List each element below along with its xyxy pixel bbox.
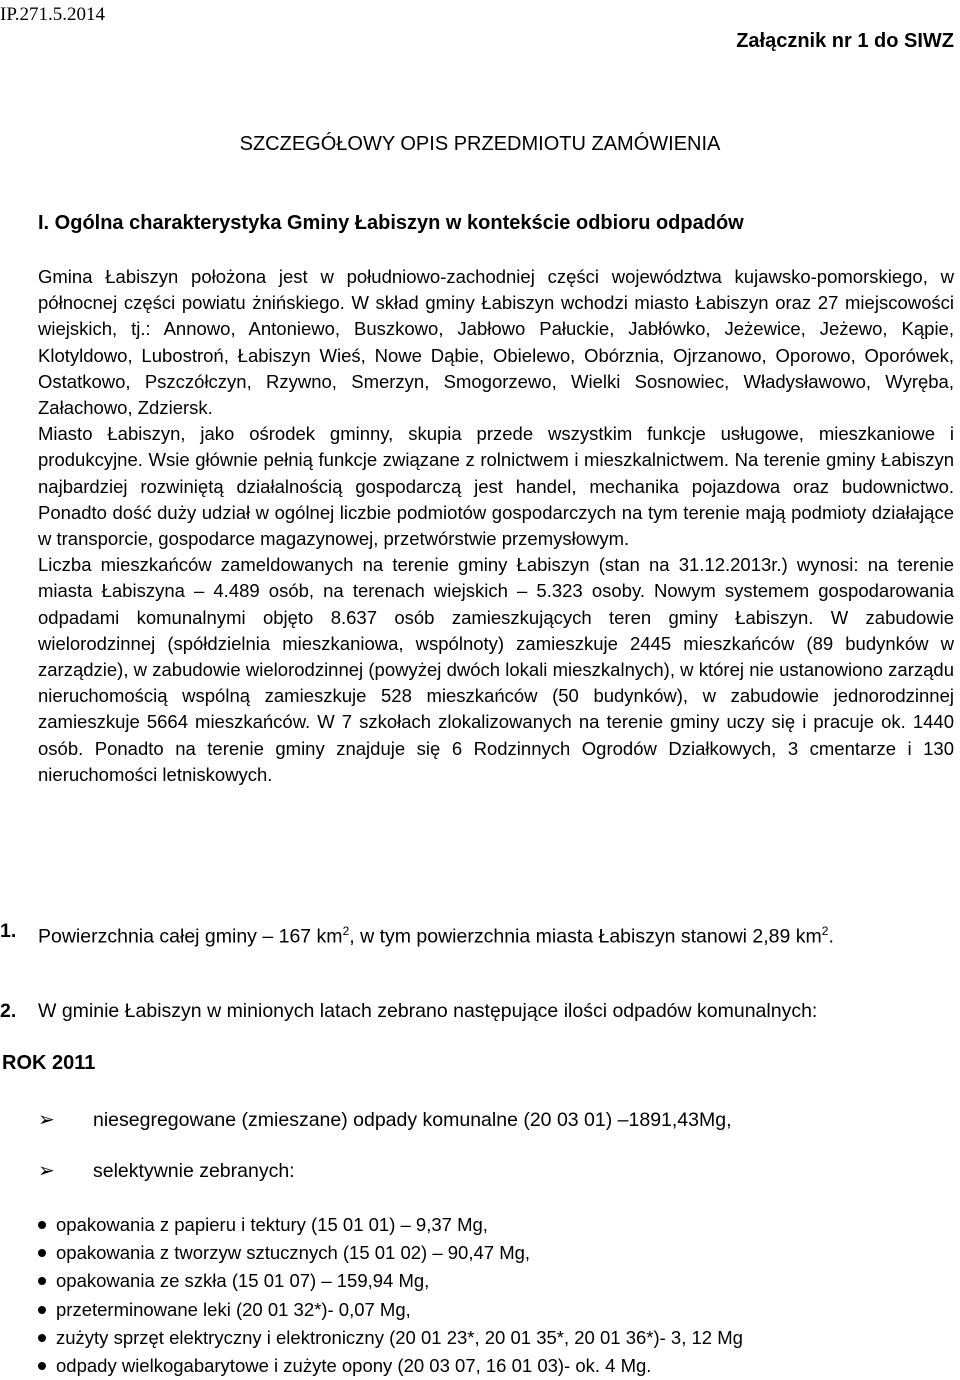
item-number: 1. (0, 920, 17, 942)
bullet-icon (38, 1277, 46, 1285)
numbered-item-waste (0, 998, 954, 1025)
year-heading: ROK 2011 (2, 1052, 96, 1074)
item-number: 2. (0, 1000, 17, 1022)
list-item: zużyty sprzęt elektryczny i elektroniczny (20 01 23*, 20 01 35*, 20 01 36*)- 3, 12 Mg (38, 1324, 743, 1352)
document-title: SZCZEGÓŁOWY OPIS PRZEDMIOTU ZAMÓWIENIA (239, 133, 721, 155)
bullet-icon (38, 1306, 46, 1314)
waste-list (38, 1211, 743, 1380)
arrow-list-item: ➢ selektywnie zebranych: (38, 1160, 295, 1182)
numbered-item-area (0, 918, 954, 951)
bullet-icon (38, 1249, 46, 1257)
item-text: W gminie Łabiszyn w minionych latach zebrano następujące ilości odpadów komunalnych: (38, 1000, 818, 1022)
list-item: opakowania ze szkła (15 01 07) – 159,94 Mg, (38, 1267, 743, 1295)
arrow-bullet-icon: ➢ (38, 1109, 55, 1131)
item-text: Powierzchnia całej gminy – 167 $km^2$, w tym powierzchnia miasta Łabiszyn stanowi 2,89 $km^2$. (38, 924, 834, 948)
paragraph-economy: Miasto Łabiszyn, jako ośrodek gminny, skupia przede wszystkim funkcje usługowe, mieszkaniowe i produkcyjne. Wsie głównie pełnią funkcje związane z rolnictwem i mieszkalnictwem. Na terenie gminy Łabiszyn najbardziej rozwiniętą działalnością gospodarczą jest handel, mechanika pojazdowa oraz budownictwo. Ponadto dość duży udział w ogólnej liczbie podmiotów gospodarczych na tym terenie mają podmioty działające w transporcie, gospodarce magazynowej, przetwórstwie przemysłowym. (38, 423, 954, 550)
section-body (38, 264, 954, 788)
paragraph-population: Liczba mieszkańców zameldowanych na terenie gminy Łabiszyn (stan na 31.12.2013r.) wynosi: na terenie miasta Łabiszyna – 4.489 osób, na terenach wiejskich – 5.323 osoby. Nowym systemem gospodarowania odpadami komunalnymi objęto 8.637 osób zamieszkujących teren gminy Łabiszyn. W zabudowie wielorodzinnej (spółdzielnia mieszkaniowa, wspólnoty) zamieszkuje 2445 mieszkańców (89 budynków w zarządzie), w zabudowie wielorodzinnej (powyżej dwóch lokali mieszkalnych), w której nie ustanowiono zarządu nieruchomością wspólną zamieszkuje 528 mieszkańców (50 budynków), w zabudowie jednorodzinnej zamieszkuje 5664 mieszkańców. W 7 szkołach zlokalizowanych na terenie gminy uczy się i pracuje ok. 1440 osób. Ponadto na terenie gminy znajduje się 6 Rodzinnych Ogrodów Działkowych, 3 cmentarze i 130 nieruchomości letniskowych. (38, 554, 954, 785)
arrow-bullet-icon: ➢ (38, 1160, 55, 1182)
arrow-list-item: ➢ niesegregowane (zmieszane) odpady komunalne (20 03 01) –1891,43Mg, (38, 1109, 732, 1131)
list-item: przeterminowane leki (20 01 32*)- 0,07 Mg, (38, 1296, 743, 1324)
document-reference: IP.271.5.2014 (0, 4, 106, 25)
list-item: opakowania z papieru i tektury (15 01 01) – 9,37 Mg, (38, 1211, 743, 1239)
bullet-icon (38, 1334, 46, 1342)
bullet-icon (38, 1362, 46, 1370)
bullet-icon (38, 1221, 46, 1229)
paragraph-location: Gmina Łabiszyn położona jest w południowo-zachodniej części województwa kujawsko-pomorskiego, w północnej części powiatu żnińskiego. W skład gminy Łabiszyn wchodzi miasto Łabiszyn oraz 27 miejscowości wiejskich, tj.: Annowo, Antoniewo, Buszkowo, Jabłowo Pałuckie, Jabłówko, Jeżewice, Jeżewo, Kąpie, Klotyldowo, Lubostroń, Łabiszyn Wieś, Nowe Dąbie, Obielewo, Obórznia, Ojrzanowo, Oporowo, Oporówek, Ostatkowo, Pszczółczyn, Rzywno, Smerzyn, Smogorzewo, Wielki Sosnowiec, Władysławowo, Wyręba, Załachowo, Zdziersk. (38, 266, 954, 419)
section-heading: I. Ogólna charakterystyka Gminy Łabiszyn w kontekście odbioru odpadów (38, 212, 744, 234)
list-item: odpady wielkogabarytowe i zużyte opony (20 03 07, 16 01 03)- ok. 4 Mg. (38, 1352, 743, 1380)
attachment-label: Załącznik nr 1 do SIWZ (736, 30, 954, 52)
list-item: opakowania z tworzyw sztucznych (15 01 02) – 90,47 Mg, (38, 1239, 743, 1267)
